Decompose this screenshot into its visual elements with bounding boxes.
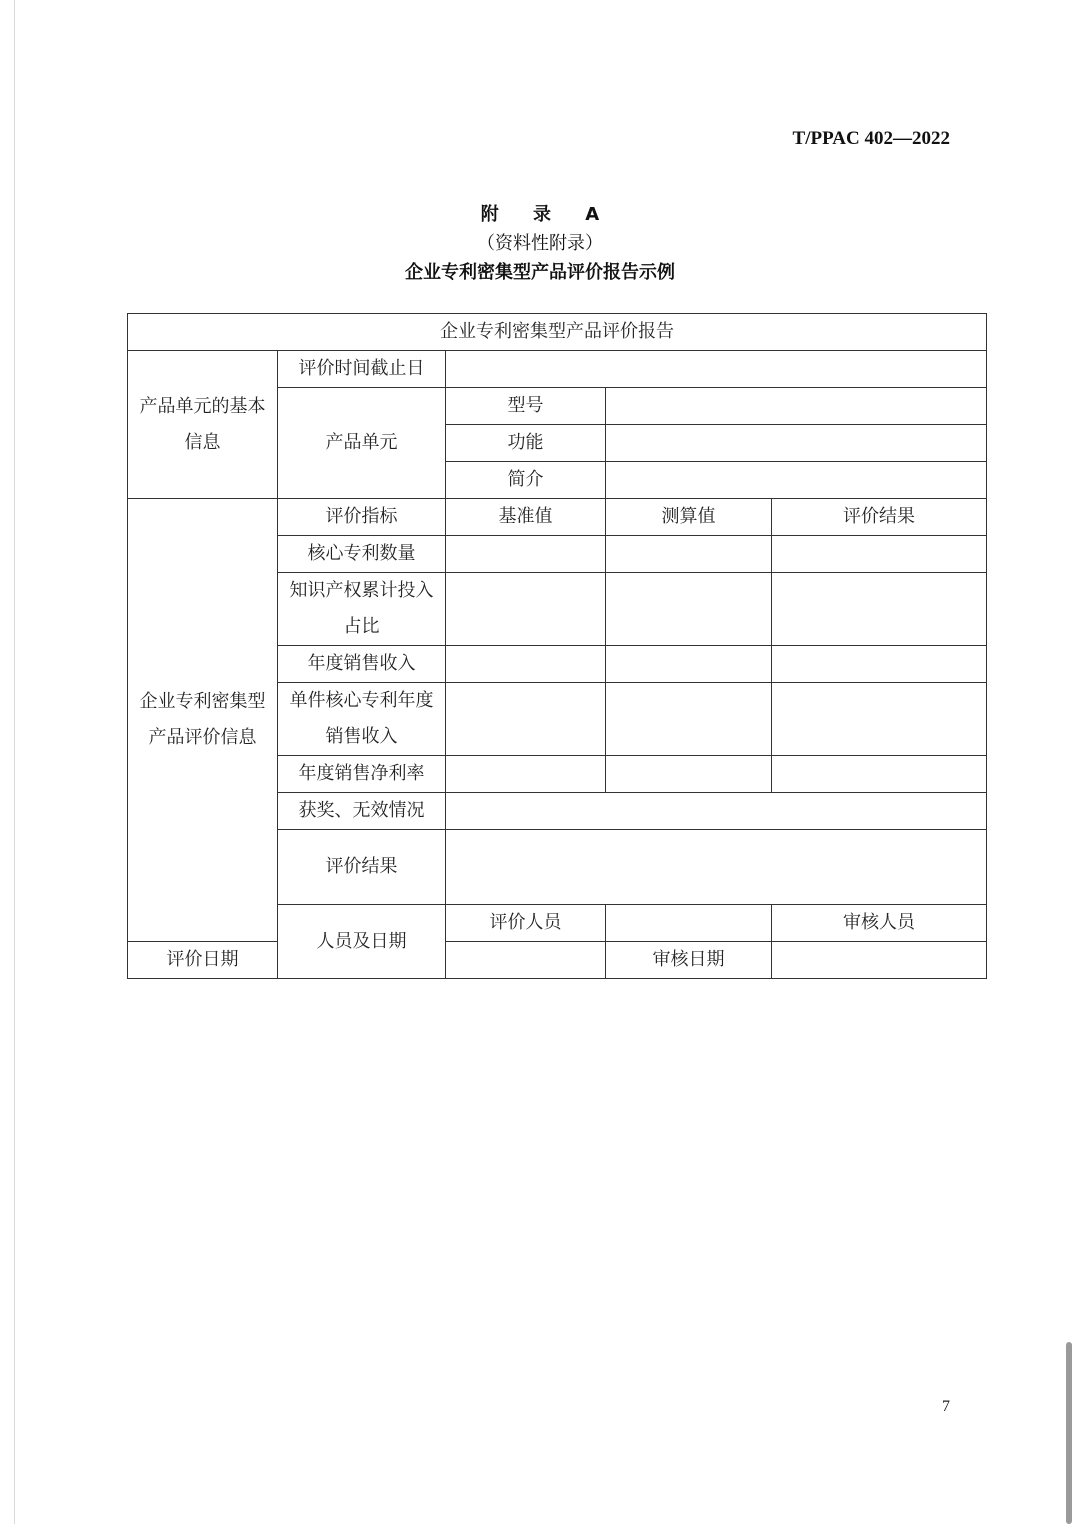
product-unit-label: 产品单元 [278, 388, 446, 499]
scrollbar-thumb[interactable] [1066, 1342, 1072, 1524]
awards-label: 获奖、无效情况 [278, 793, 446, 830]
evaluation-result-label: 评价结果 [278, 830, 446, 905]
function-value-cell[interactable] [606, 425, 987, 462]
appendix-heading [0, 200, 1080, 287]
measured-cell[interactable] [606, 573, 772, 646]
baseline-cell[interactable] [446, 646, 606, 683]
measured-cell[interactable] [606, 646, 772, 683]
basic-info-section-label: 产品单元的基本信息 [128, 351, 278, 499]
appendix-subtitle: 企业专利密集型产品评价报告示例 [405, 262, 675, 283]
baseline-cell[interactable] [446, 756, 606, 793]
baseline-cell[interactable] [446, 573, 606, 646]
evaluator-value-cell[interactable] [606, 905, 772, 942]
review-date-label: 审核日期 [606, 942, 772, 979]
result-cell[interactable] [772, 756, 987, 793]
result-cell[interactable] [772, 683, 987, 756]
baseline-cell[interactable] [446, 683, 606, 756]
result-cell[interactable] [772, 573, 987, 646]
page-number: 7 [942, 1398, 950, 1415]
evaluation-report-table [127, 313, 987, 979]
measured-cell[interactable] [606, 756, 772, 793]
table-caption: 企业专利密集型产品评价报告 [128, 314, 987, 351]
model-value-cell[interactable] [606, 388, 987, 425]
measured-cell[interactable] [606, 536, 772, 573]
document-id: T/PPAC 402—2022 [792, 128, 950, 149]
header-indicator: 评价指标 [278, 499, 446, 536]
indicator-annual-revenue: 年度销售收入 [278, 646, 446, 683]
deadline-label: 评价时间截止日 [278, 351, 446, 388]
model-label: 型号 [446, 388, 606, 425]
intro-label: 简介 [446, 462, 606, 499]
indicator-core-patents: 核心专利数量 [278, 536, 446, 573]
result-cell[interactable] [772, 646, 987, 683]
eval-date-label: 评价日期 [128, 942, 278, 979]
personnel-section-label: 人员及日期 [278, 905, 446, 979]
indicator-net-profit-rate: 年度销售净利率 [278, 756, 446, 793]
evaluator-label: 评价人员 [446, 905, 606, 942]
eval-date-value-cell[interactable] [446, 942, 606, 979]
header-result: 评价结果 [772, 499, 987, 536]
appendix-type: （资料性附录） [477, 233, 603, 254]
evaluation-result-value-cell[interactable] [446, 830, 987, 905]
header-baseline: 基准值 [446, 499, 606, 536]
baseline-cell[interactable] [446, 536, 606, 573]
awards-value-cell[interactable] [446, 793, 987, 830]
function-label: 功能 [446, 425, 606, 462]
result-cell[interactable] [772, 536, 987, 573]
appendix-title: 附 录 A [480, 204, 614, 225]
header-measured: 测算值 [606, 499, 772, 536]
deadline-value-cell[interactable] [446, 351, 987, 388]
review-date-value-cell[interactable] [772, 942, 987, 979]
evaluation-section-label: 企业专利密集型产品评价信息 [128, 499, 278, 942]
measured-cell[interactable] [606, 683, 772, 756]
indicator-ip-investment: 知识产权累计投入占比 [278, 573, 446, 646]
intro-value-cell[interactable] [606, 462, 987, 499]
reviewer-label: 审核人员 [772, 905, 987, 942]
indicator-revenue-per-patent: 单件核心专利年度销售收入 [278, 683, 446, 756]
